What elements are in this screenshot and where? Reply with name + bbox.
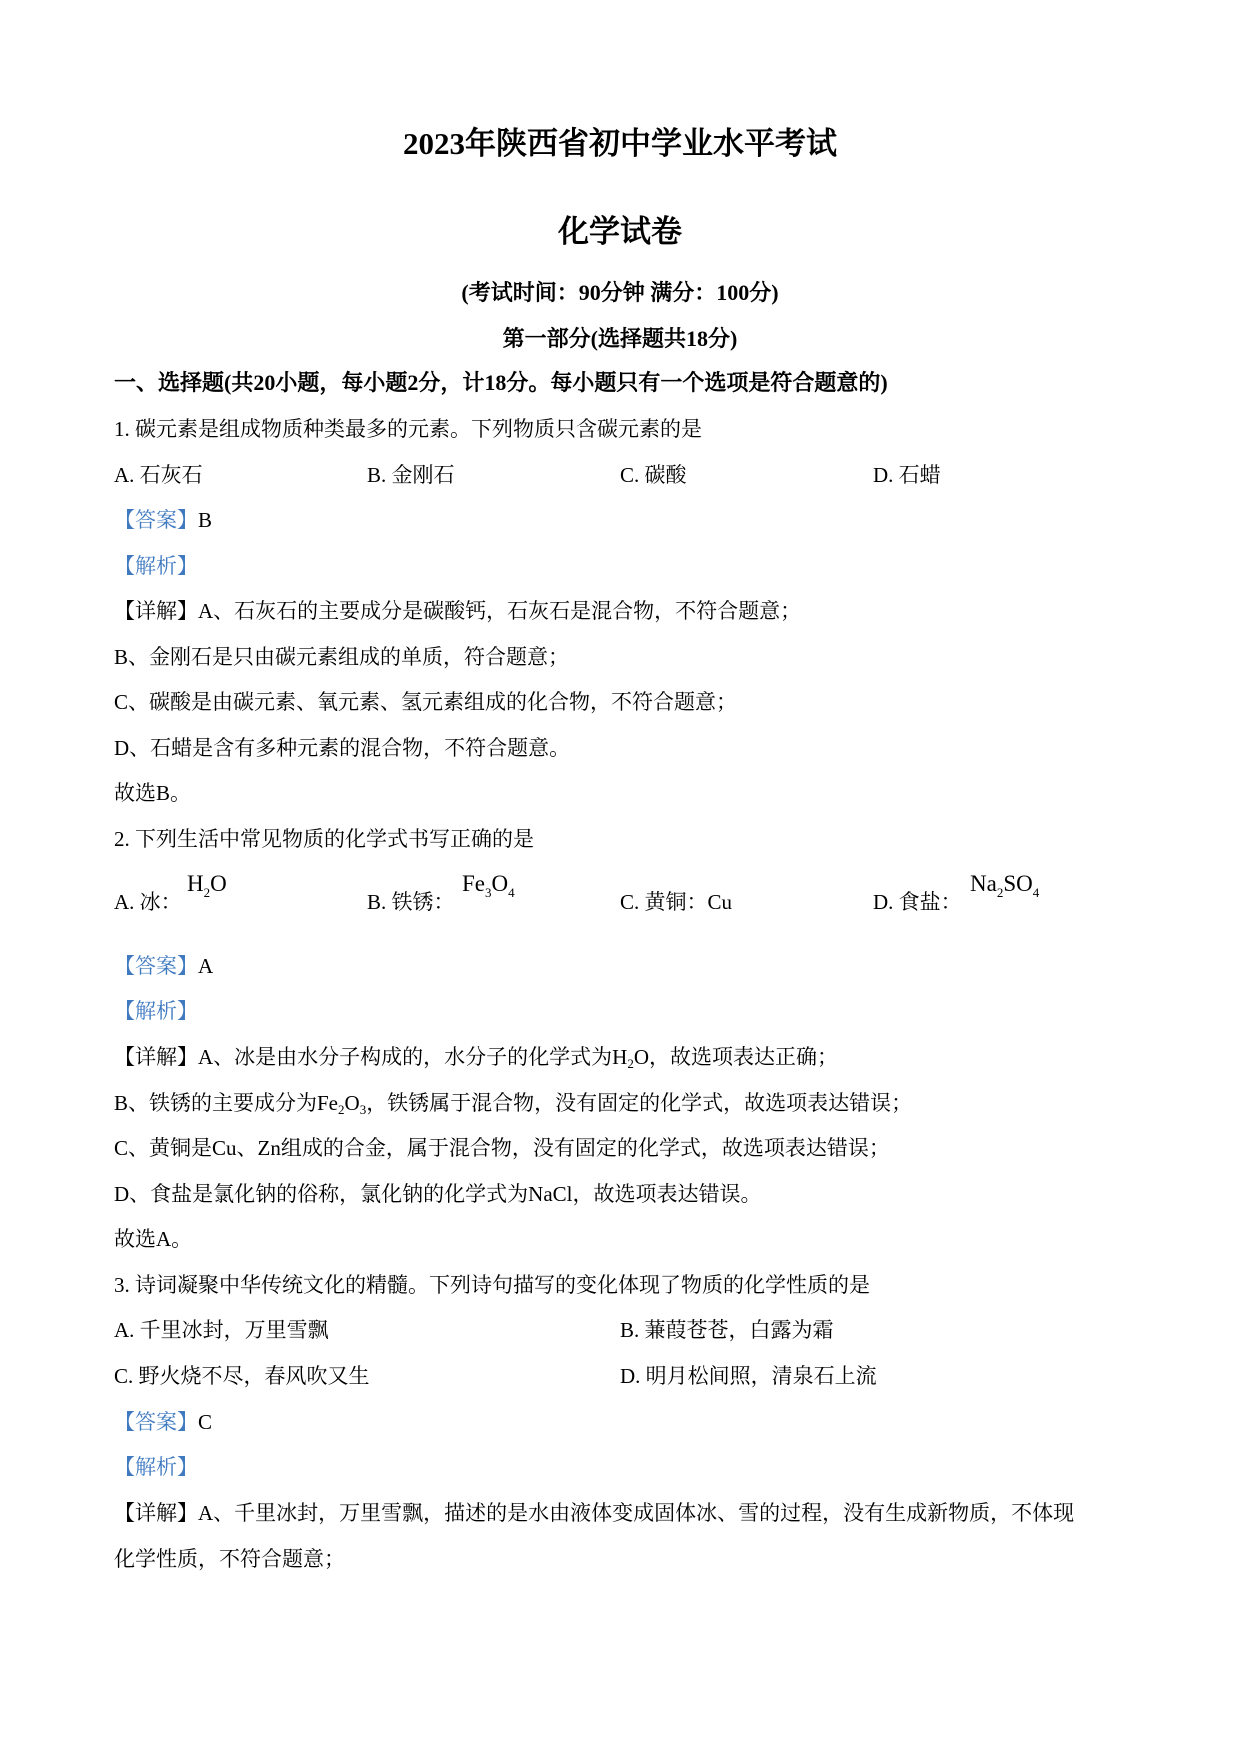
answer-value: C xyxy=(198,1410,213,1434)
answer-value: A xyxy=(198,954,214,978)
detail-tag: 【详解】 xyxy=(114,599,198,623)
detail-tag: 【详解】 xyxy=(114,1501,198,1525)
q2-answer xyxy=(114,956,213,977)
q2-detail-c: C、黄铜是Cu、Zn组成的合金，属于混合物，没有固定的化学式，故选项表达错误； xyxy=(114,1136,890,1160)
q2-formula-a: $H_2O$ xyxy=(187,871,227,900)
q1-option-a: A. 石灰石 xyxy=(114,463,203,487)
detail-tag: 【详解】 xyxy=(114,1045,198,1069)
answer-value: B xyxy=(198,508,213,532)
part-title: 第一部分(选择题共18分) xyxy=(502,326,738,351)
detail-text: A、石灰石的主要成分是碳酸钙，石灰石是混合物，不符合题意； xyxy=(198,599,802,623)
q2-detail-a: 【详解】A、冰是由水分子构成的，水分子的化学式为H2O，故选项表达正确； xyxy=(114,1045,839,1071)
q1-detail-a xyxy=(114,601,801,622)
q2-option-b: B. 铁锈： xyxy=(367,890,455,914)
q1-option-d: D. 石蜡 xyxy=(873,463,941,487)
q1-option-c: C. 碳酸 xyxy=(620,463,687,487)
q2-stem: 2. 下列生活中常见物质的化学式书写正确的是 xyxy=(114,827,534,851)
q1-conclusion: 故选B。 xyxy=(114,781,192,805)
q2-formula-d: $Na_2SO_4$ xyxy=(970,871,1040,900)
q1-answer xyxy=(114,510,212,531)
q2-option-d: D. 食盐： xyxy=(873,890,962,914)
answer-tag: 【答案】 xyxy=(114,508,198,532)
detail-text: A、千里冰封，万里雪飘，描述的是水由液体变成固体冰、雪的过程，没有生成新物质，不体现 xyxy=(198,1501,1075,1525)
q3-stem: 3. 诗词凝聚中华传统文化的精髓。下列诗句描写的变化体现了物质的化学性质的是 xyxy=(114,1273,870,1297)
q2-detail-b: B、铁锈的主要成分为Fe2O3，铁锈属于混合物，没有固定的化学式，故选项表达错误； xyxy=(114,1091,913,1117)
q3-option-b: B. 蒹葭苍苍，白露为霜 xyxy=(620,1318,834,1342)
q2-option-c: C. 黄铜：Cu xyxy=(620,890,733,914)
q1-option-b: B. 金刚石 xyxy=(367,463,455,487)
subject-title: 化学试卷 xyxy=(558,214,682,249)
q1-detail-c: C、碳酸是由碳元素、氧元素、氢元素组成的化合物，不符合题意； xyxy=(114,690,738,714)
answer-tag: 【答案】 xyxy=(114,1410,198,1434)
q2-detail-d: D、食盐是氯化钠的俗称，氯化钠的化学式为NaCl，故选项表达错误。 xyxy=(114,1182,762,1206)
section-heading: 一、选择题(共20小题，每小题2分，计18分。每小题只有一个选项是符合题意的) xyxy=(114,370,888,395)
q2-option-a: A. 冰： xyxy=(114,890,182,914)
q2-conclusion: 故选A。 xyxy=(114,1227,193,1251)
q3-detail-a xyxy=(114,1503,1074,1524)
q2-analysis-tag: 【解析】 xyxy=(114,999,198,1023)
q2-formula-b: $Fe_3O_4$ xyxy=(462,871,515,900)
q3-detail-a-cont: 化学性质，不符合题意； xyxy=(114,1547,345,1571)
q1-detail-b: B、金刚石是只由碳元素组成的单质，符合题意； xyxy=(114,645,570,669)
q3-answer xyxy=(114,1412,212,1433)
exam-info: (考试时间：90分钟 满分：100分) xyxy=(461,280,779,305)
answer-tag: 【答案】 xyxy=(114,954,198,978)
q3-analysis-tag: 【解析】 xyxy=(114,1455,198,1479)
q1-stem: 1. 碳元素是组成物质种类最多的元素。下列物质只含碳元素的是 xyxy=(114,417,702,441)
q3-option-c: C. 野火烧不尽，春风吹又生 xyxy=(114,1364,370,1388)
q3-option-a: A. 千里冰封，万里雪飘 xyxy=(114,1318,329,1342)
q1-analysis-tag: 【解析】 xyxy=(114,554,198,578)
q3-option-d: D. 明月松间照，清泉石上流 xyxy=(620,1364,877,1388)
exam-title: 2023年陕西省初中学业水平考试 xyxy=(403,126,837,161)
q1-detail-d: D、石蜡是含有多种元素的混合物，不符合题意。 xyxy=(114,736,571,760)
